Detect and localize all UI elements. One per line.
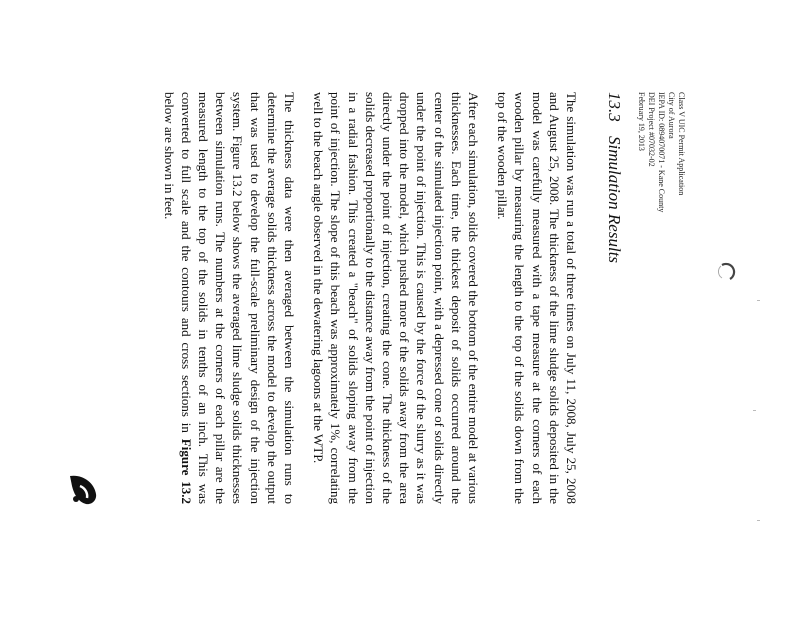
scan-speck [757,300,760,301]
document-header [636,92,686,212]
scan-speck [757,520,760,521]
paragraph-text-end: below are shown in feet. [161,92,177,220]
binder-hole-icon [716,262,736,282]
header-line: City of Aurora [667,92,676,139]
body-text [148,92,580,504]
paragraph-text: The thickness data were then averaged between the simulation runs to determine the average solids thickness across the model to develop the output that was used to develop the full-scale preliminary design of the injection system. Figure 13.2 below shows the averaged lime sludge solids thicknesses between simulation runs. The numbers at the corners of each pillar are the measured length to the top of the solids in tenths of an inch. This was converted to full scale and the contours and cross sections in [178,92,297,504]
header-line: Class V UIC Permit Application [677,92,686,196]
section-heading [604,92,624,263]
header-line: DEI Project #07032-02 [647,92,656,167]
figure-reference: Figure 13.2 [178,438,194,504]
paragraph: The simulation was run a total of three times on July 11, 2008, July 25, 2008 and August 25, 2008. The thickness of the lime sludge solids deposited in the model was carefully measured with a tape measure at the corners of each wooden pillar by measuring the length to the top of the solids down from the top of the wooden pillar. [495,92,579,504]
corner-binding-mark-icon [66,472,100,508]
header-line: February 19, 2013 [637,92,646,151]
scan-speck [753,410,756,411]
paragraph: After each simulation, solids covered the bottom of the entire model at various thicknesses. Each time, the thickest deposit of solids occurred around the center of the simulated injection point, with a depressed cone of solids directly under the point of injection. This is caused by the force of the slurry as it was dropped into the model, which pushed more of the solids away from the area directly under the point of injection, creating the cone. The thickness of the solids decreased proportionally to the distance away from the point of injection in a radial fashion. This created a "beach" of solids sloping away from the point of injection. The slope of this beach was approximately 1%, correlating well to the beach angle observed in the dewatering lagoons at the WTP. [311,92,481,504]
paragraph [160,92,298,504]
section-title: Simulation Results [605,136,624,264]
header-line: IEPA ID: 0894070071 - Kane County [657,92,666,213]
section-number: 13.3 [605,92,624,122]
